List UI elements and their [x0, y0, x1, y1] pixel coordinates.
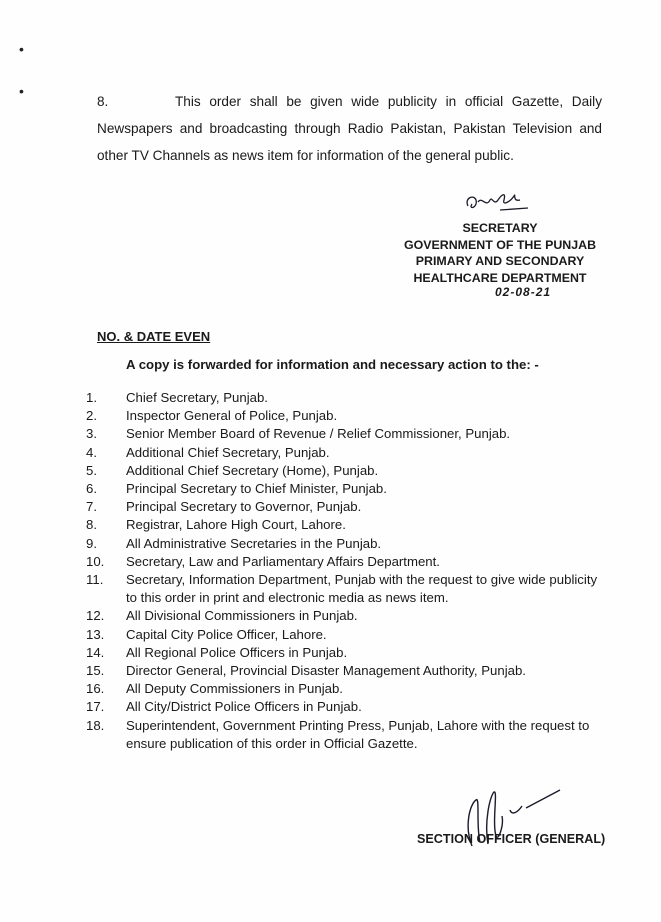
margin-dot: • — [19, 41, 24, 57]
signatory-title: SECRETARY — [462, 221, 538, 235]
margin-dot: • — [19, 83, 24, 99]
secretary-signature — [460, 188, 540, 218]
list-item: 9. All Administrative Secretaries in the Punjab. — [86, 535, 382, 551]
list-item: 5. Additional Chief Secretary (Home), Punjab. — [86, 462, 379, 478]
paragraph-text: This order shall be given wide publicity in official Gazette, Daily Newspapers and broadcasting through Radio Pakistan, Pakistan Television and other TV Channels as news item for information of the general public. — [97, 94, 602, 163]
paragraph-8 — [97, 88, 602, 169]
list-item: 12. All Divisional Commissioners in Punjab. — [86, 608, 358, 624]
list-item: 1. Chief Secretary, Punjab. — [86, 390, 268, 405]
list-item: 3. Senior Member Board of Revenue / Relief Commissioner, Punjab. — [86, 426, 511, 442]
reference-number: NO. & DATE EVEN — [97, 329, 211, 344]
list-item: 17. All City/District Police Officers in Punjab. — [86, 699, 362, 715]
secretary-signature-block — [400, 188, 600, 301]
list-item: 8. Registrar, Lahore High Court, Lahore. — [86, 517, 346, 533]
list-item: 14. All Regional Police Officers in Punjab. — [86, 644, 348, 660]
list-item: 6. Principal Secretary to Chief Minister, Punjab. — [86, 481, 387, 497]
list-item: 18. Superintendent, Government Printing Press, Punjab, Lahore with the request to ensure publication of this order in Official Gazette. — [86, 717, 590, 751]
recipient-list — [86, 389, 601, 753]
section-officer-title: SECTION OFFICER (GENERAL) — [417, 832, 606, 846]
list-item: 2. Inspector General of Police, Punjab. — [86, 408, 338, 424]
signatory-line: GOVERNMENT OF THE PUNJAB — [403, 237, 597, 252]
paragraph-number: 8. — [97, 94, 109, 109]
list-item: 10. Secretary, Law and Parliamentary Affairs Department. — [86, 553, 440, 569]
forward-text: A copy is forwarded for information and necessary action to the: - — [126, 357, 539, 372]
list-item: 7. Principal Secretary to Governor, Punjab. — [86, 499, 362, 515]
signature-date: 02-08-21 — [495, 285, 552, 299]
list-item: 11. Secretary, Information Department, Punjab with the request to give wide publicity to this order in print and electronic media as news item. — [86, 572, 598, 606]
signatory-line: PRIMARY AND SECONDARY — [415, 254, 585, 268]
list-item: 13. Capital City Police Officer, Lahore. — [86, 626, 327, 642]
list-item: 4. Additional Chief Secretary, Punjab. — [86, 444, 330, 460]
list-item: 16. All Deputy Commissioners in Punjab. — [86, 681, 343, 697]
list-item: 15. Director General, Provincial Disaster Management Authority, Punjab. — [86, 663, 526, 679]
signatory-line: HEALTHCARE DEPARTMENT — [413, 270, 587, 285]
